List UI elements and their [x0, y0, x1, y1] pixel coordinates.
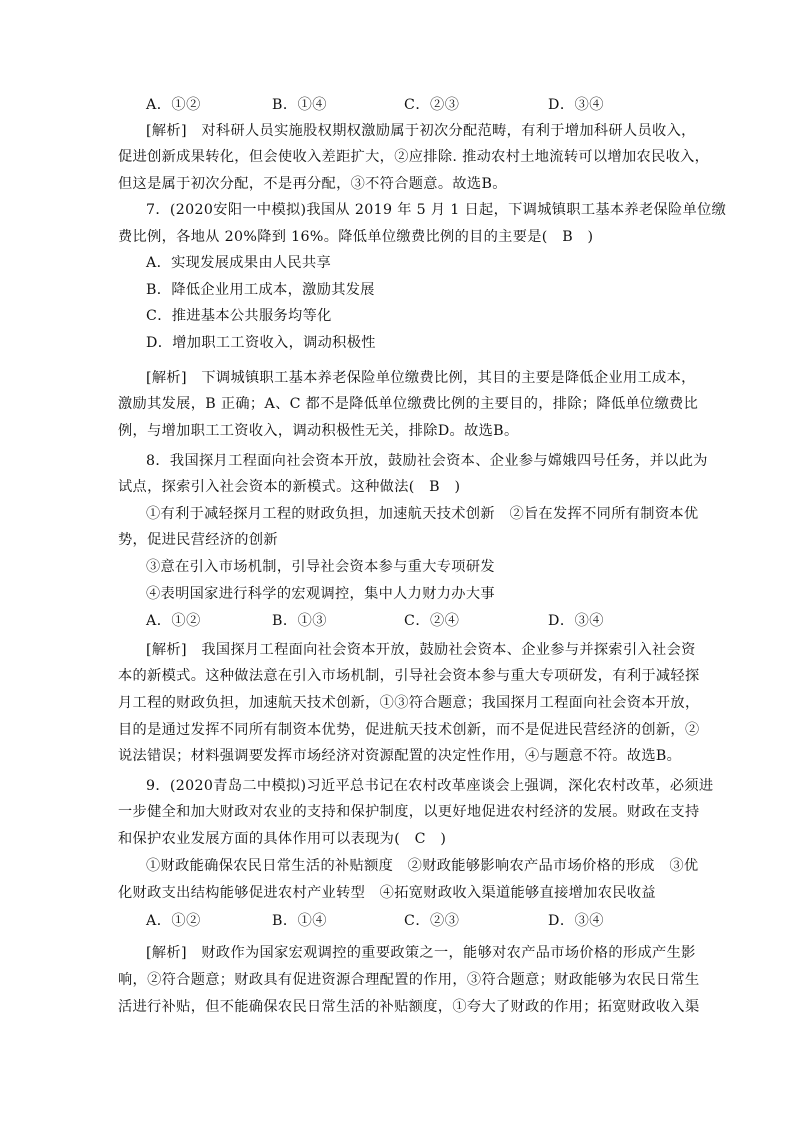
q8-statement-line: ④表明国家进行科学的宏观调控，集中人力财力办大事	[146, 586, 495, 602]
q8-analysis-line: 目的是通过发挥不同所有制资本优势，促进航天技术创新，而不是促进民营经济的创新，②	[118, 722, 700, 738]
q6-analysis-line: 促进创新成果转化，但会使收入差距扩大，②应排除. 推动农村土地流转可以增加农民收入，	[118, 149, 710, 165]
option-d: D．③④	[548, 97, 604, 113]
q7-option-b: B．降低企业用工成本，激励其发展	[146, 282, 375, 298]
q8-analysis-line: 本的新模式。这种做法意在引入市场机制，引导社会资本参与重大专项研发，有利于减轻探	[118, 668, 700, 684]
q7-analysis-line: 例，与增加职工工资收入，调动积极性无关，排除D。故选B。	[118, 423, 519, 439]
q9-statement-line: 化财政支出结构能够促进农村产业转型 ④拓宽财政收入渠道能够直接增加农民收益	[118, 885, 656, 901]
q8-statement-line: 势，促进民营经济的创新	[118, 532, 278, 548]
option-a: A．①②	[146, 613, 201, 629]
q8-stem-line: 试点，探索引入社会资本的新模式。这种做法( B )	[118, 479, 461, 495]
q8-analysis-line: 月工程的财政负担，加速航天技术创新，①③符合题意；我国探月工程面向社会资本开放，	[118, 695, 700, 711]
option-b: B．①③	[272, 613, 327, 629]
q8-stem-line: 8．我国探月工程面向社会资本开放，鼓励社会资本、企业参与嫦娥四号任务，并以此为	[146, 453, 708, 469]
q9-statement-line: ①财政能确保农民日常生活的补贴额度 ②财政能够影响农产品市场价格的形成 ③优	[146, 858, 699, 874]
option-d: D．③④	[548, 913, 604, 929]
q7-analysis-line: [解析] 下调城镇职工基本养老保险单位缴费比例，其目的主要是降低企业用工成本，	[146, 370, 696, 386]
q8-analysis-line: 说法错误；材料强调要发挥市场经济对资源配置的决定性作用，④与题意不符。故选B。	[118, 748, 682, 764]
option-c: C．②④	[404, 613, 460, 629]
q6-analysis-line: [解析] 对科研人员实施股权期权激励属于初次分配范畴，有利于增加科研人员收入，	[146, 123, 696, 139]
q9-analysis-line: [解析] 财政作为国家宏观调控的重要政策之一，能够对农产品市场价格的形成产生影	[146, 945, 696, 961]
q9-analysis-line: 活进行补贴，但不能确保农民日常生活的补贴额度，①夸大了财政的作用；拓宽财政收入渠	[118, 999, 700, 1015]
option-a: A．①②	[146, 97, 201, 113]
q7-stem-line: 7．(2020安阳一中模拟)我国从 2019 年 5 月 1 日起，下调城镇职工基本养老保险单位缴	[146, 202, 727, 218]
q7-option-d: D．增加职工工资收入，调动积极性	[146, 335, 376, 351]
option-c: C．②③	[404, 97, 460, 113]
q8-statement-line: ①有利于减轻探月工程的财政负担，加速航天技术创新 ②旨在发挥不同所有制资本优	[146, 506, 699, 522]
q9-stem-line: 9．(2020青岛二中模拟)习近平总书记在农村改革座谈会上强调，深化农村改革，必须进	[146, 778, 714, 794]
q6-options	[0, 95, 794, 115]
q8-options	[0, 611, 794, 631]
q7-option-c: C．推进基本公共服务均等化	[146, 308, 332, 324]
option-b: B．①④	[272, 97, 327, 113]
option-a: A．①②	[146, 913, 201, 929]
q9-stem-line: 一步健全和加大财政对农业的支持和保护制度，以更好地促进农村经济的发展。财政在支持	[118, 804, 700, 820]
q7-stem-line: 费比例，各地从 20%降到 16%。降低单位缴费比例的目的主要是( B )	[118, 229, 594, 245]
q6-analysis-line: 但这是属于初次分配，不是再分配，③不符合题意。故选B。	[118, 176, 507, 192]
q7-option-a: A．实现发展成果由人民共享	[146, 255, 332, 271]
option-d: D．③④	[548, 613, 604, 629]
q8-analysis-line: [解析] 我国探月工程面向社会资本开放，鼓励社会资本、企业参与并探索引入社会资	[146, 642, 696, 658]
q9-analysis-line: 响，②符合题意；财政具有促进资源合理配置的作用，③符合题意；财政能够为农民日常生	[118, 972, 700, 988]
q9-stem-line: 和保护农业发展方面的具体作用可以表现为( C )	[118, 831, 447, 847]
q8-statement-line: ③意在引入市场机制，引导社会资本参与重大专项研发	[146, 559, 495, 575]
option-c: C．②③	[404, 913, 460, 929]
q7-analysis-line: 激励其发展，B 正确；A、C 都不是降低单位缴费比例的主要目的，排除；降低单位缴费比	[118, 396, 699, 412]
q9-options	[0, 911, 794, 931]
option-b: B．①④	[272, 913, 327, 929]
